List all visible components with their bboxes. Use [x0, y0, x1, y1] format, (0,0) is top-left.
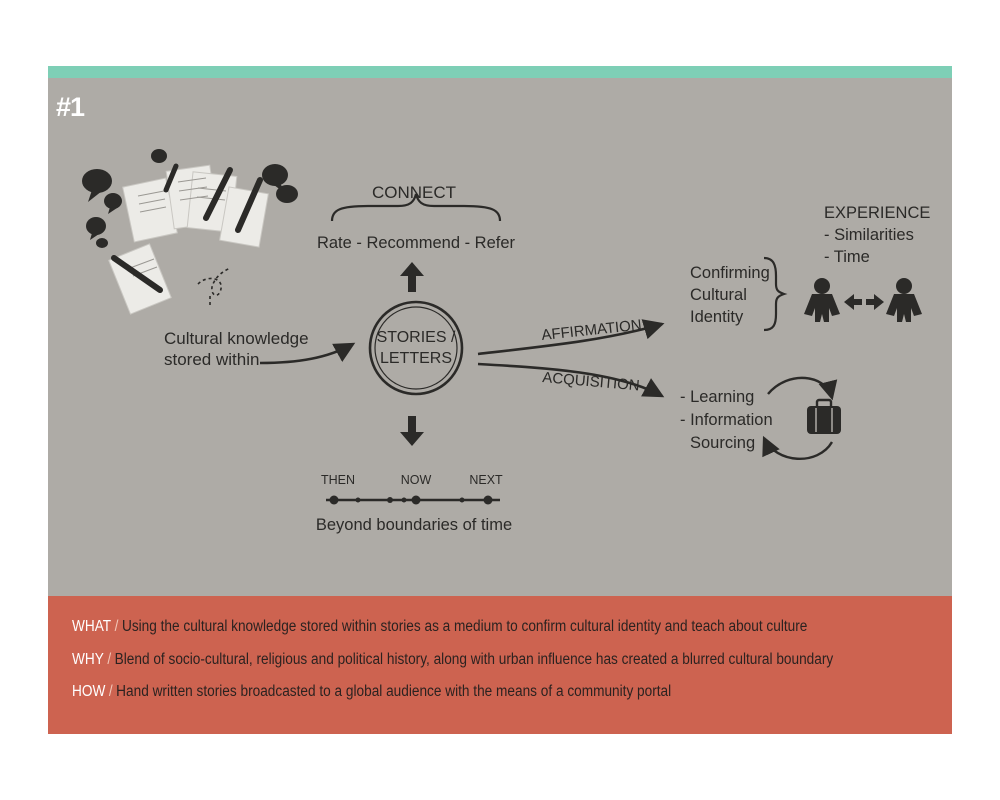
person-icon — [886, 278, 922, 322]
letter-icon — [109, 165, 269, 314]
timeline-next-label: NEXT — [469, 473, 503, 487]
source-label-line2: stored within — [164, 350, 260, 369]
experience-item2: - Time — [824, 248, 870, 266]
suitcase-icon — [807, 400, 841, 434]
acquisition-label: ACQUISITION — [541, 369, 641, 395]
info-separator: / — [108, 683, 113, 700]
confirming-line2: Cultural — [690, 286, 747, 304]
info-separator: / — [114, 618, 119, 635]
double-arrow-icon — [844, 294, 884, 310]
up-arrow-icon — [400, 262, 424, 292]
info-text: Hand written stories broadcasted to a global audience with the means of a community portal — [116, 683, 672, 700]
info-row-why — [72, 651, 833, 669]
center-label-line2: LETTERS — [379, 350, 453, 367]
top-accent-strip — [48, 66, 952, 78]
info-keyword: WHY — [72, 651, 104, 668]
info-text: Blend of socio-cultural, religious and political history, along with urban influence has created a blurred cultural boundary — [114, 651, 834, 668]
info-keyword: WHAT — [72, 618, 112, 635]
experience-item1: - Similarities — [824, 226, 914, 244]
info-separator: / — [107, 651, 112, 668]
timeline-line — [326, 496, 500, 505]
affirmation-label: AFFIRMATION — [540, 316, 643, 344]
learning-line3: Sourcing — [690, 434, 756, 452]
info-keyword: HOW — [72, 683, 106, 700]
slide-number: #1 — [56, 92, 85, 122]
info-row-how — [72, 683, 671, 701]
person-icon — [804, 278, 840, 322]
connect-items: Rate - Recommend - Refer — [316, 234, 516, 252]
center-node — [370, 302, 462, 394]
letters-cluster — [82, 149, 298, 314]
timeline-now-label: NOW — [400, 473, 432, 487]
cycle-arrow-icon — [768, 378, 832, 398]
experience-title: EXPERIENCE — [824, 204, 931, 222]
center-label-line1: STORIES / — [376, 329, 456, 346]
slide — [48, 66, 952, 734]
timeline-caption: Beyond boundaries of time — [315, 516, 513, 534]
info-row-what — [72, 618, 807, 636]
info-panel — [48, 596, 952, 734]
source-label-line1: Cultural knowledge — [164, 329, 309, 348]
connect-title: CONNECT — [371, 183, 457, 202]
concept-diagram — [48, 78, 952, 596]
cycle-arrow-icon — [764, 438, 832, 459]
learning-line1: - Learning — [680, 388, 755, 406]
learning-line2: - Information — [680, 411, 773, 429]
down-arrow-icon — [400, 416, 424, 446]
diagram-panel — [48, 78, 952, 596]
info-text: Using the cultural knowledge stored within stories as a medium to confirm cultural identity and teach about culture — [121, 618, 808, 635]
timeline-then-label: THEN — [320, 473, 356, 487]
confirming-line3: Identity — [690, 308, 744, 326]
confirming-line1: Confirming — [690, 264, 770, 282]
